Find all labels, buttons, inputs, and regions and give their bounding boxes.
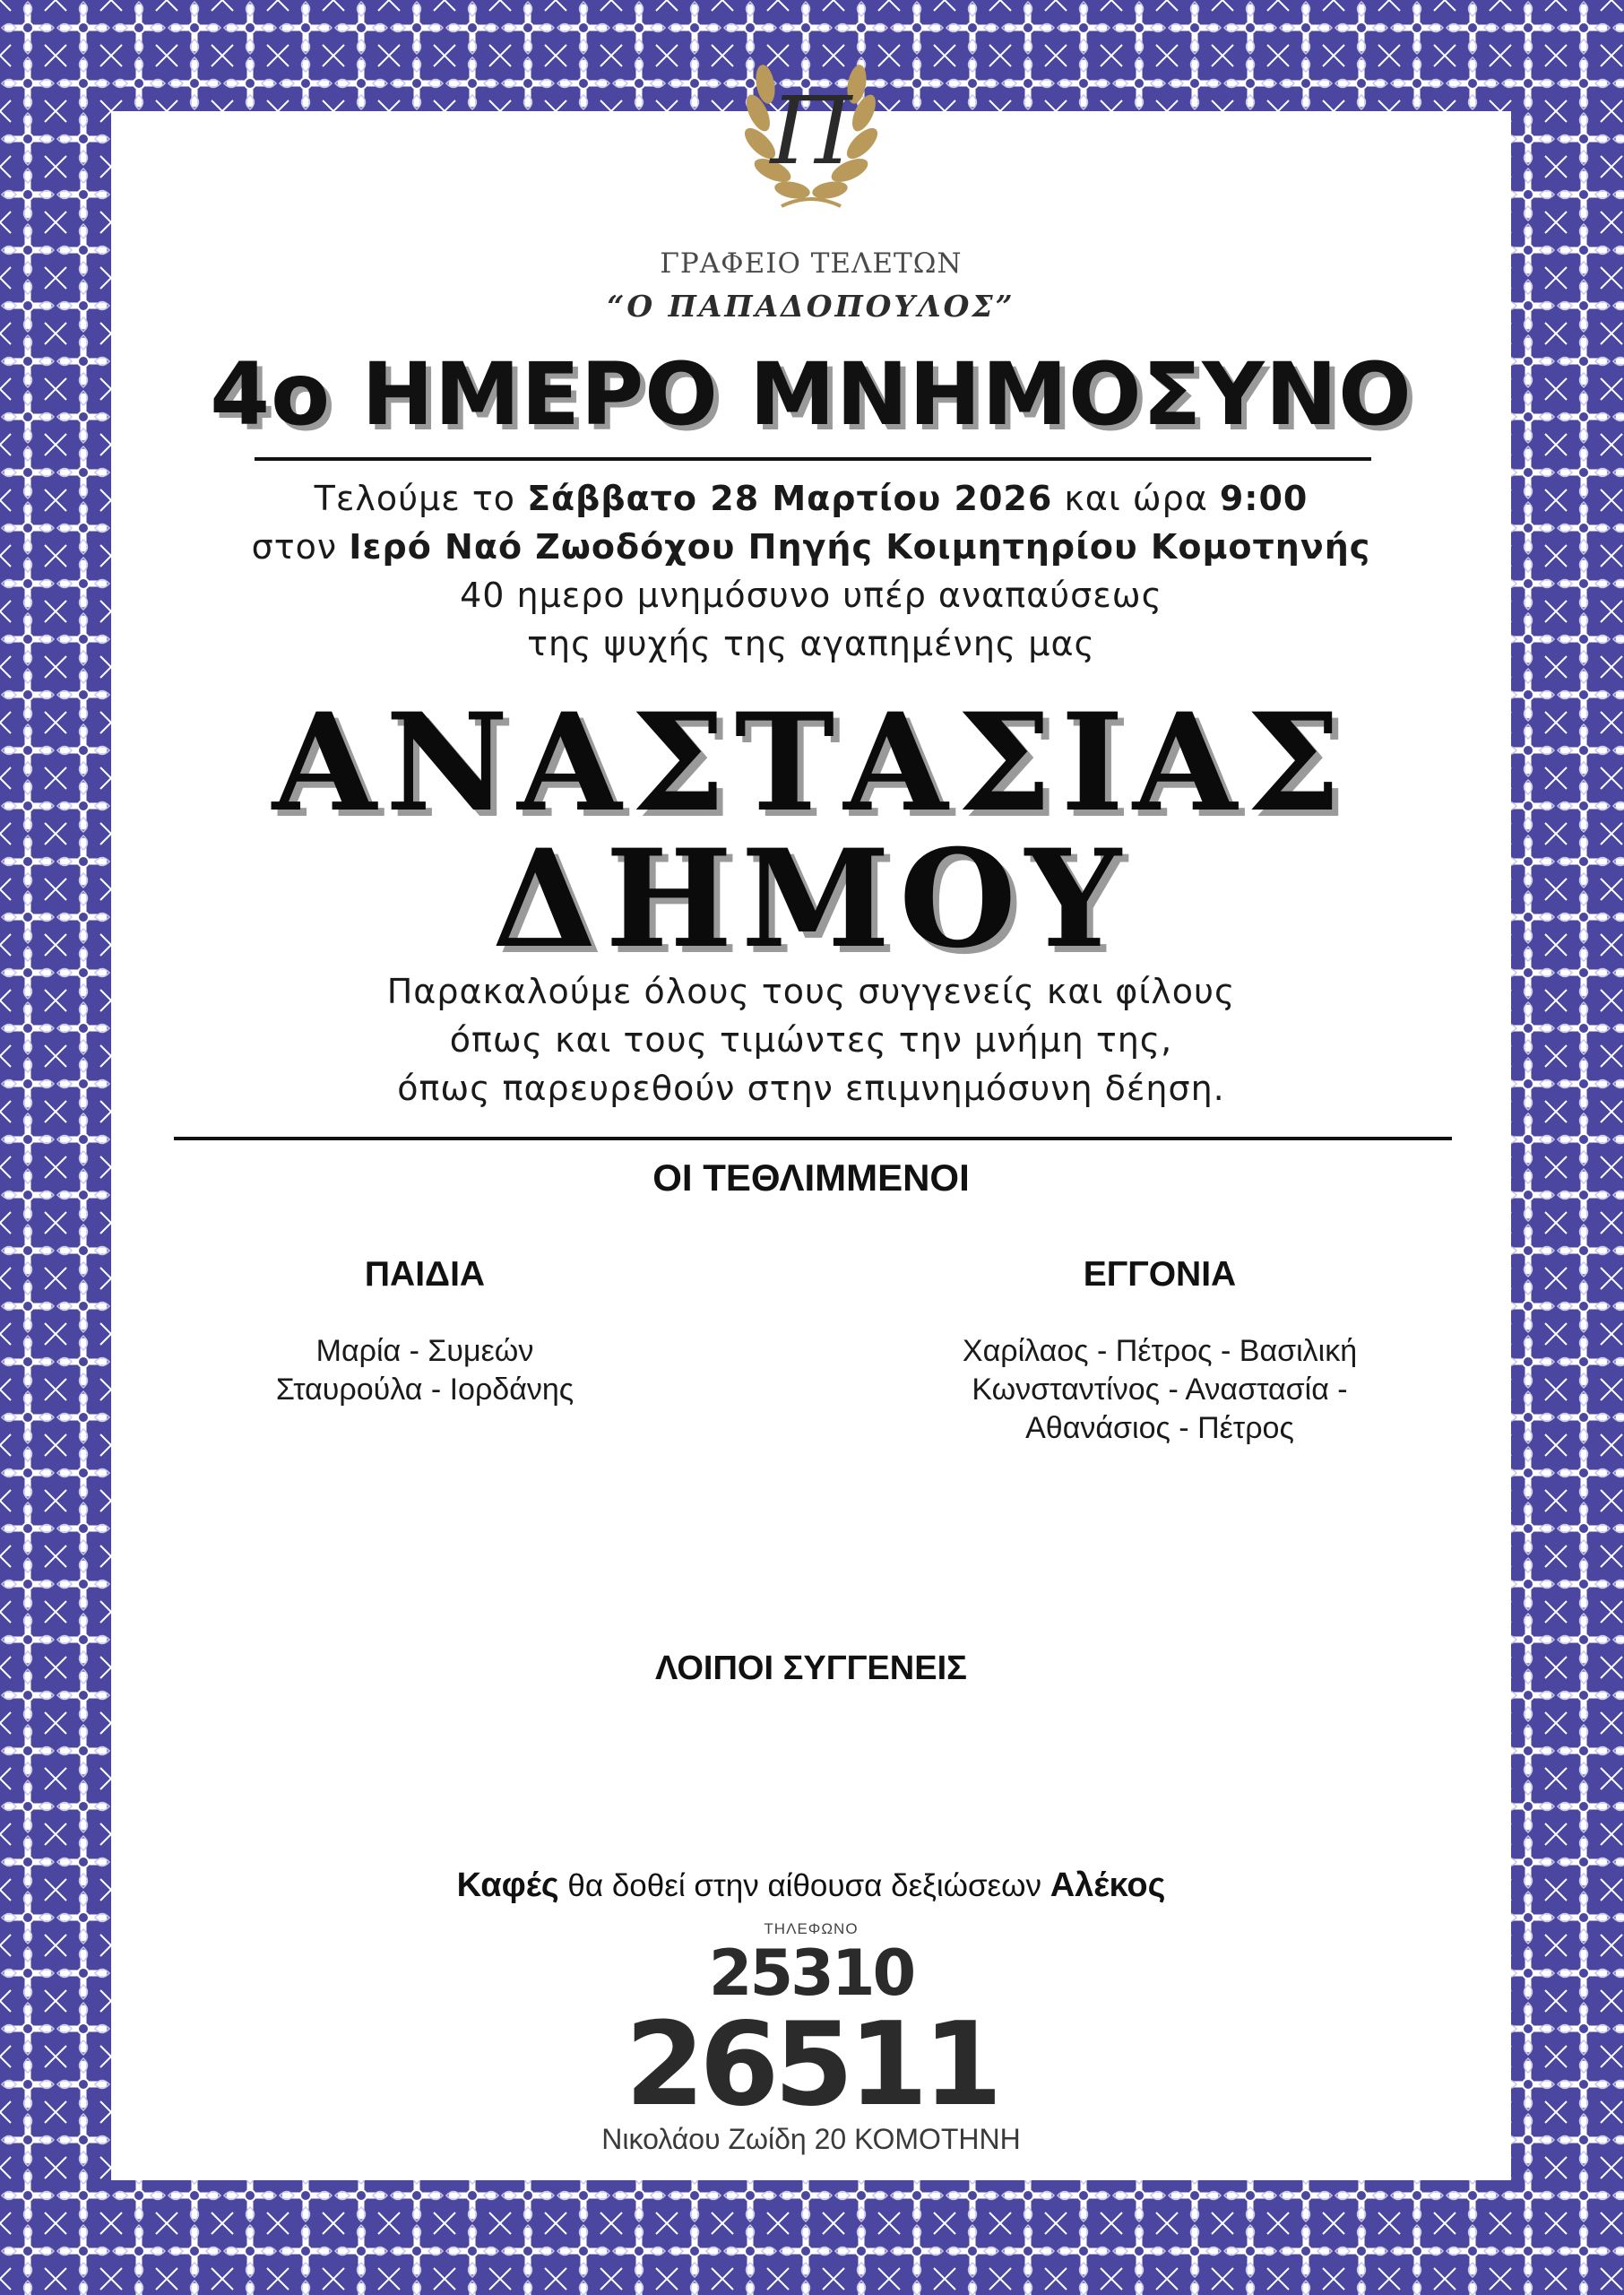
grandchildren-line: Χαρίλαος - Πέτρος - Βασιλική [962,1334,1358,1368]
section-divider [174,1137,1452,1140]
reception-hall-name: Αλέκος [1050,1866,1166,1904]
mourners-title: ΟΙ ΤΕΘΛΙΜΜΕΝΟΙ [652,1156,970,1199]
children-line: Σταυρούλα - Ιορδάνης [275,1373,574,1407]
phone-number: 26511 [625,1998,998,2132]
children-names [246,1332,604,1409]
deceased-first-name: ΑΝΑΣΤΑΣΙΑΣ [272,684,1351,842]
address: Νικολάου Ζωίδη 20 ΚΟΜΟΤΗΝΗ [601,2123,1021,2155]
service-date: Σάββατο 28 Μαρτίου 2026 [527,479,1053,518]
intro-line-2 [111,527,1511,567]
phone-label: ΤΗΛΕΦΩΝΟ [764,1920,859,1937]
request-line-2: όπως και τους τιμώντες την μνήμη της, [449,1020,1173,1060]
intro-text: στον [251,527,350,567]
logo-letter: Π [770,76,852,186]
funeral-home-name: ΓΡΑΦΕΙΟ ΤΕΛΕΤΩΝ [660,247,963,280]
grandchildren-line: Αθανάσιος - Πέτρος [1025,1411,1294,1445]
headline-underline [255,457,1371,461]
request-line-1: Παρακαλούμε όλους τους συγγενείς και φίλους [386,972,1236,1011]
intro-line-4: της ψυχής της αγαπημένης μας [527,624,1095,663]
other-relatives-title: ΛΟΙΠΟΙ ΣΥΓΓΕΝΕΙΣ [655,1650,967,1687]
funeral-home-owner: “Ο ΠΑΠΑΔΟΠΟΥΛΟΣ” [607,289,1015,324]
coffee-notice [111,1866,1511,1905]
deceased-last-name: ΔΗΜΟΥ [492,820,1130,978]
grandchildren-title: ΕΓΓΟΝΙΑ [1083,1255,1237,1294]
phone-prefix: 25310 [708,1936,914,2010]
headline: 4ο ΗΜΕΡΟ ΜΝΗΜΟΣΥΝΟ [210,344,1412,445]
grandchildren-names [918,1332,1402,1448]
coffee-text: θα δοθεί στην αίθουσα δεξιώσεων [558,1868,1050,1903]
intro-line-1 [111,479,1511,518]
laurel-wreath-logo [699,13,923,237]
children-title: ΠΑΙΔΙΑ [364,1255,486,1294]
intro-text: Τελούμε το [314,479,528,518]
request-line-3: όπως παρευρεθούν στην επιμνημόσυνη δέηση. [397,1069,1225,1108]
children-line: Μαρία - Συμεών [315,1334,534,1368]
coffee-label: Καφές [456,1866,559,1904]
grandchildren-line: Κωνσταντίνος - Αναστασία - [972,1373,1348,1407]
intro-text: και ώρα [1052,479,1220,518]
notice-panel [111,76,1511,2180]
service-time: 9:00 [1219,479,1309,518]
church-name: Ιερό Ναό Ζωοδόχου Πηγής Κοιμητηρίου Κομοτηνής [349,527,1371,567]
intro-line-3: 40 ημερο μνημόσυνο υπέρ αναπαύσεως [460,576,1162,615]
